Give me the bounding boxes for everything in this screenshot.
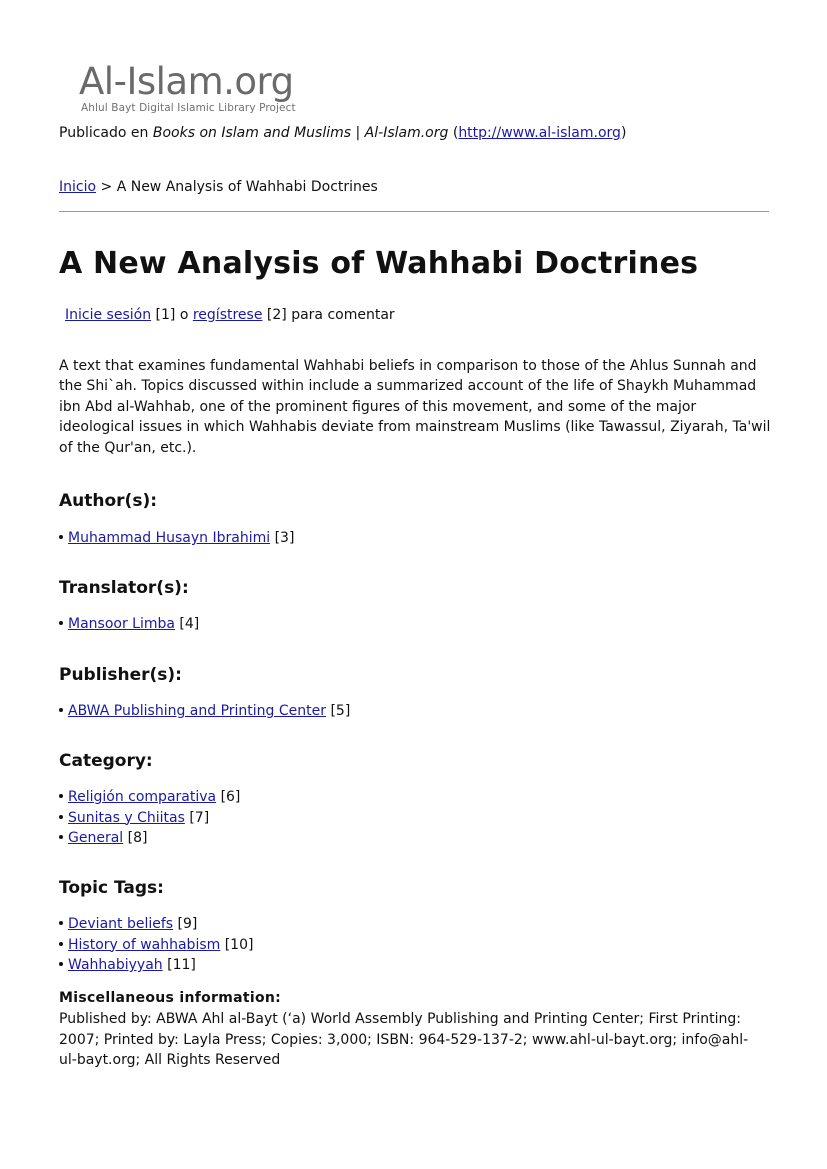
translators-list [59, 614, 199, 635]
list-item [59, 614, 199, 635]
list-item [59, 935, 253, 956]
published-line: Publicado en Books on Islam and Muslims | Al-Islam.org (http://www.al-islam.org) [59, 125, 627, 141]
bullet-icon [59, 962, 63, 966]
register-ref: [2] [266, 307, 287, 323]
translator-ref: [4] [179, 616, 200, 632]
translators-heading: Translator(s): [59, 578, 189, 598]
published-url-link[interactable]: http://www.al-islam.org [458, 125, 621, 141]
login-ref: [1] [155, 307, 176, 323]
category-list [59, 787, 240, 849]
bullet-icon [59, 835, 63, 839]
category-link[interactable]: General [68, 830, 124, 846]
tag-ref: [10] [224, 936, 254, 953]
misc-text: Published by: ABWA Ahl al-Bayt (‘a) World Assembly Publishing and Printing Center; First Printing: 2007; Printed by: Layla Press; Copies: 3,000; ISBN: 964-529-137-2; www.ahl-ul-bayt.org; info@ahl-ul-bayt.org; All Rights Reserved [59, 1011, 749, 1068]
site-logo[interactable] [79, 62, 319, 116]
published-source: Books on Islam and Muslims | Al-Islam.org [152, 125, 449, 141]
authors-list [59, 528, 294, 549]
logo-subtitle: Ahlul Bayt Digital Islamic Library Project [81, 102, 296, 114]
translator-link[interactable]: Mansoor Limba [68, 616, 175, 632]
author-ref: [3] [274, 530, 295, 546]
logo-text: Al-Islam.org [79, 60, 294, 103]
bullet-icon [59, 621, 63, 625]
category-ref: [8] [127, 830, 148, 846]
authors-heading: Author(s): [59, 491, 158, 511]
list-item [59, 808, 240, 829]
bullet-icon [59, 708, 63, 712]
breadcrumb-home-link[interactable]: Inicio [59, 179, 97, 195]
login-link[interactable]: Inicie sesión [65, 307, 152, 323]
category-heading: Category: [59, 751, 153, 771]
login-suffix: para comentar [291, 307, 395, 323]
bullet-icon [59, 815, 63, 819]
bullet-icon [59, 794, 63, 798]
publisher-link[interactable]: ABWA Publishing and Printing Center [68, 703, 327, 719]
category-link[interactable]: Religión comparativa [68, 789, 217, 805]
publishers-heading: Publisher(s): [59, 665, 182, 685]
breadcrumb-current: A New Analysis of Wahhabi Doctrines [116, 179, 378, 195]
login-or: o [179, 307, 189, 323]
category-ref: [7] [189, 809, 210, 826]
list-item [59, 955, 253, 976]
misc-heading: Miscellaneous information: [59, 990, 282, 1006]
page-title: A New Analysis of Wahhabi Doctrines [59, 246, 699, 281]
breadcrumb [59, 178, 378, 196]
register-link[interactable]: regístrese [192, 307, 263, 323]
book-description: A text that examines fundamental Wahhabi beliefs in comparison to those of the Ahlus Sunnah and the Shi`ah. Topics discussed within include a summarized account of the life of Shaykh Muhammad ibn Abd al-Wahhab, one of the prominent figures of this movement, and some of the major ideological issues in which Wahhabis deviate from mainstream Muslims (like Tawassul, Ziyarah, Ta'wil of the Qur'an, etc.). [59, 358, 771, 456]
list-item [59, 528, 294, 549]
published-prefix: Publicado en [59, 125, 149, 141]
bullet-icon [59, 535, 63, 539]
bullet-icon [59, 942, 63, 946]
topic-tags-list [59, 914, 253, 976]
bullet-icon [59, 921, 63, 925]
tag-link[interactable]: History of wahhabism [68, 936, 221, 953]
publisher-ref: [5] [330, 703, 351, 719]
list-item [59, 914, 253, 935]
author-link[interactable]: Muhammad Husayn Ibrahimi [68, 530, 271, 546]
login-prompt [65, 306, 395, 324]
list-item [59, 787, 240, 808]
breadcrumb-separator: > [100, 179, 113, 195]
list-item [59, 701, 350, 722]
tag-ref: [9] [177, 916, 198, 932]
tag-link[interactable]: Wahhabiyyah [68, 957, 163, 973]
category-ref: [6] [220, 789, 241, 805]
category-link[interactable]: Sunitas y Chiitas [68, 809, 185, 826]
tag-ref: [11] [167, 957, 196, 973]
tag-link[interactable]: Deviant beliefs [68, 916, 174, 932]
list-item [59, 828, 240, 849]
publishers-list [59, 701, 350, 722]
header-divider [59, 211, 769, 212]
topic-tags-heading: Topic Tags: [59, 878, 164, 898]
